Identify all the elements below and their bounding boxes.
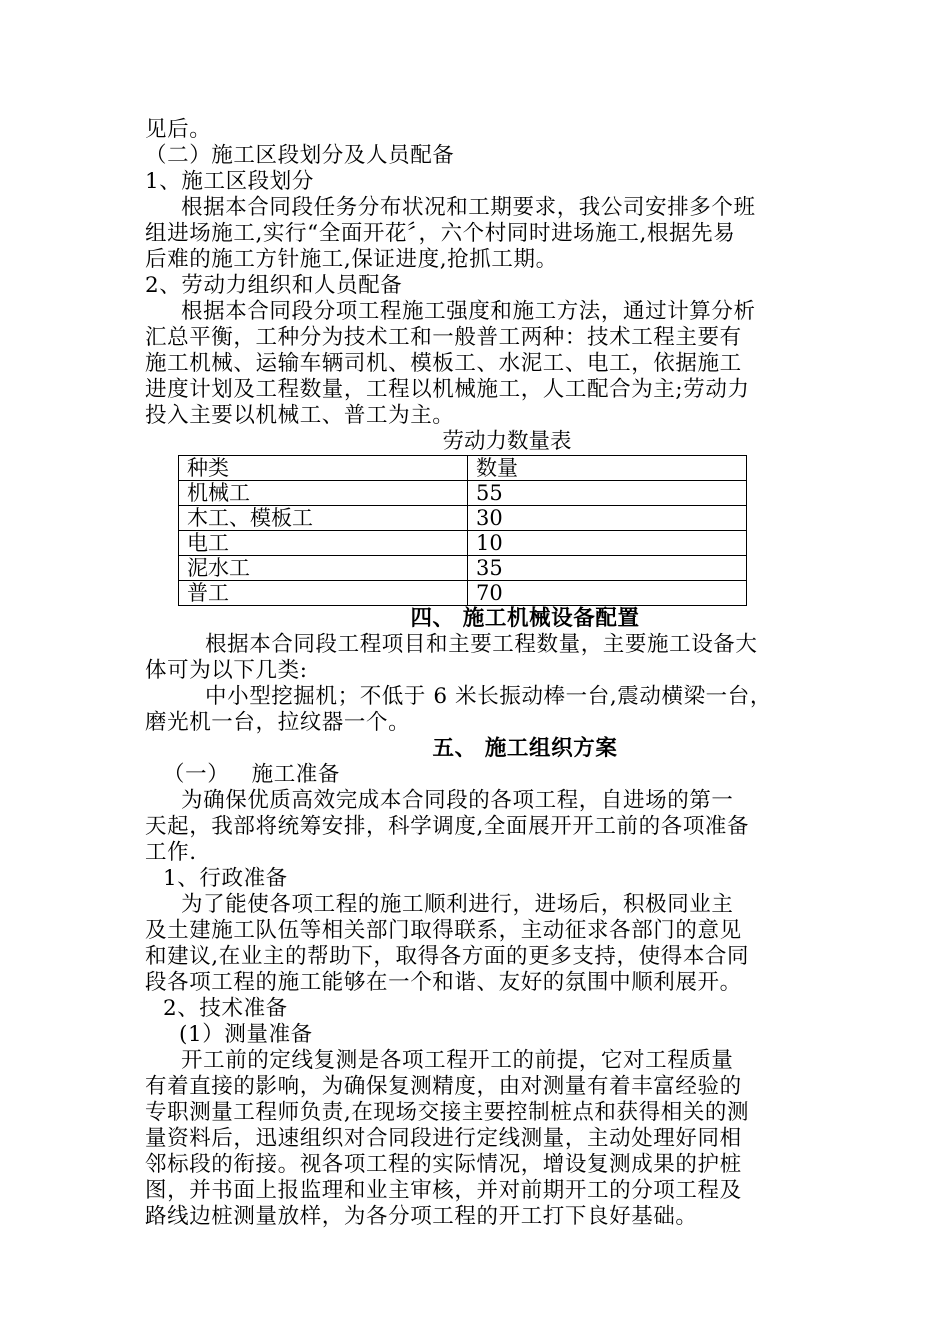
cell-quantity: 35 <box>468 556 747 581</box>
text-line: 磨光机一台，拉纹器一个。 <box>145 710 411 735</box>
item-heading-technical: 2、技术准备 <box>163 996 288 1021</box>
item-heading-survey: (1）测量准备 <box>179 1022 313 1047</box>
table-row <box>179 481 747 506</box>
text-line: 段各项工程的施工能够在一个和谐、友好的氛围中顺利展开。 <box>145 970 742 995</box>
text-line: 邻标段的衔接。视各项工程的实际情况，增设复测成果的护桩 <box>145 1152 742 1177</box>
cell-type: 泥水工 <box>179 556 468 581</box>
cell-type: 电工 <box>179 531 468 556</box>
section-heading-machinery: 四、 施工机械设备配置 <box>410 606 640 631</box>
table-row <box>179 581 747 606</box>
text-line: 开工前的定线复测是各项工程开工的前提，它对工程质量 <box>181 1048 734 1073</box>
item-heading-section-division: 1、施工区段划分 <box>145 169 314 194</box>
item-heading-administrative: 1、行政准备 <box>163 866 288 891</box>
table-row <box>179 556 747 581</box>
text-line: 有着直接的影响，为确保复测精度，由对测量有着丰富经验的 <box>145 1074 742 1099</box>
text-line: 及土建施工队伍等相关部门取得联系，主动征求各部门的意见 <box>145 918 742 943</box>
text-line: 和建议,在业主的帮助下，取得各方面的更多支持，使得本合同 <box>145 944 750 969</box>
text-line: 根据本合同段分项工程施工强度和施工方法，通过计算分析 <box>181 299 756 324</box>
text-line: 量资料后，迅速组织对合同段进行定线测量，主动处理好同相 <box>145 1126 742 1151</box>
text-line: 见后。 <box>145 117 212 142</box>
text-line: 根据本合同段任务分布状况和工期要求，我公司安排多个班 <box>181 195 756 220</box>
table-row <box>179 506 747 531</box>
text-line: 为了能使各项工程的施工顺利进行，进场后，积极同业主 <box>181 892 734 917</box>
subheading-construction-sections: （二）施工区段划分及人员配备 <box>145 143 455 168</box>
text-line: 后难的施工方针施工,保证进度,抢抓工期。 <box>145 247 558 272</box>
text-line: 路线边桩测量放样，为各分项工程的开工打下良好基础。 <box>145 1204 698 1229</box>
cell-quantity: 10 <box>468 531 747 556</box>
text-line: 专职测量工程师负责,在现场交接主要控制桩点和获得相关的测 <box>145 1100 750 1125</box>
text-line: 根据本合同段工程项目和主要工程数量，主要施工设备大 <box>205 632 758 657</box>
table-row <box>179 531 747 556</box>
text-line: 工作. <box>145 840 197 865</box>
subheading-preparation: （一） 施工准备 <box>163 762 341 787</box>
header-cell-type: 种类 <box>179 456 468 481</box>
table-caption: 劳动力数量表 <box>442 429 572 454</box>
text-line: 图，并书面上报监理和业主审核，并对前期开工的分项工程及 <box>145 1178 742 1203</box>
table-header-row <box>179 456 747 481</box>
cell-type: 机械工 <box>179 481 468 506</box>
item-heading-labor-organization: 2、劳动力组织和人员配备 <box>145 273 403 298</box>
text-line: 组进场施工,实行“全面开花〞，六个村同时进场施工,根据先易 <box>145 221 736 246</box>
labor-table <box>178 455 747 606</box>
cell-type: 木工、模板工 <box>179 506 468 531</box>
document-page <box>145 117 845 1230</box>
cell-quantity: 70 <box>468 581 747 606</box>
header-cell-quantity: 数量 <box>468 456 747 481</box>
text-line: 天起，我部将统筹安排，科学调度,全面展开开工前的各项准备 <box>145 814 750 839</box>
text-line: 汇总平衡，工种分为技术工和一般普工两种：技术工程主要有 <box>145 325 742 350</box>
cell-quantity: 55 <box>468 481 747 506</box>
text-line: 投入主要以机械工、普工为主。 <box>145 403 455 428</box>
text-line: 体可为以下几类: <box>145 658 308 683</box>
cell-type: 普工 <box>179 581 468 606</box>
text-line: 中小型挖掘机；不低于 6 米长振动棒一台,震动横梁一台， <box>205 684 772 709</box>
text-line: 施工机械、运输车辆司机、模板工、水泥工、电工，依据施工 <box>145 351 742 376</box>
text-line: 为确保优质高效完成本合同段的各项工程，自进场的第一 <box>181 788 734 813</box>
cell-quantity: 30 <box>468 506 747 531</box>
text-line: 进度计划及工程数量，工程以机械施工，人工配合为主;劳动力 <box>145 377 750 402</box>
section-heading-organization-plan: 五、 施工组织方案 <box>432 736 618 761</box>
